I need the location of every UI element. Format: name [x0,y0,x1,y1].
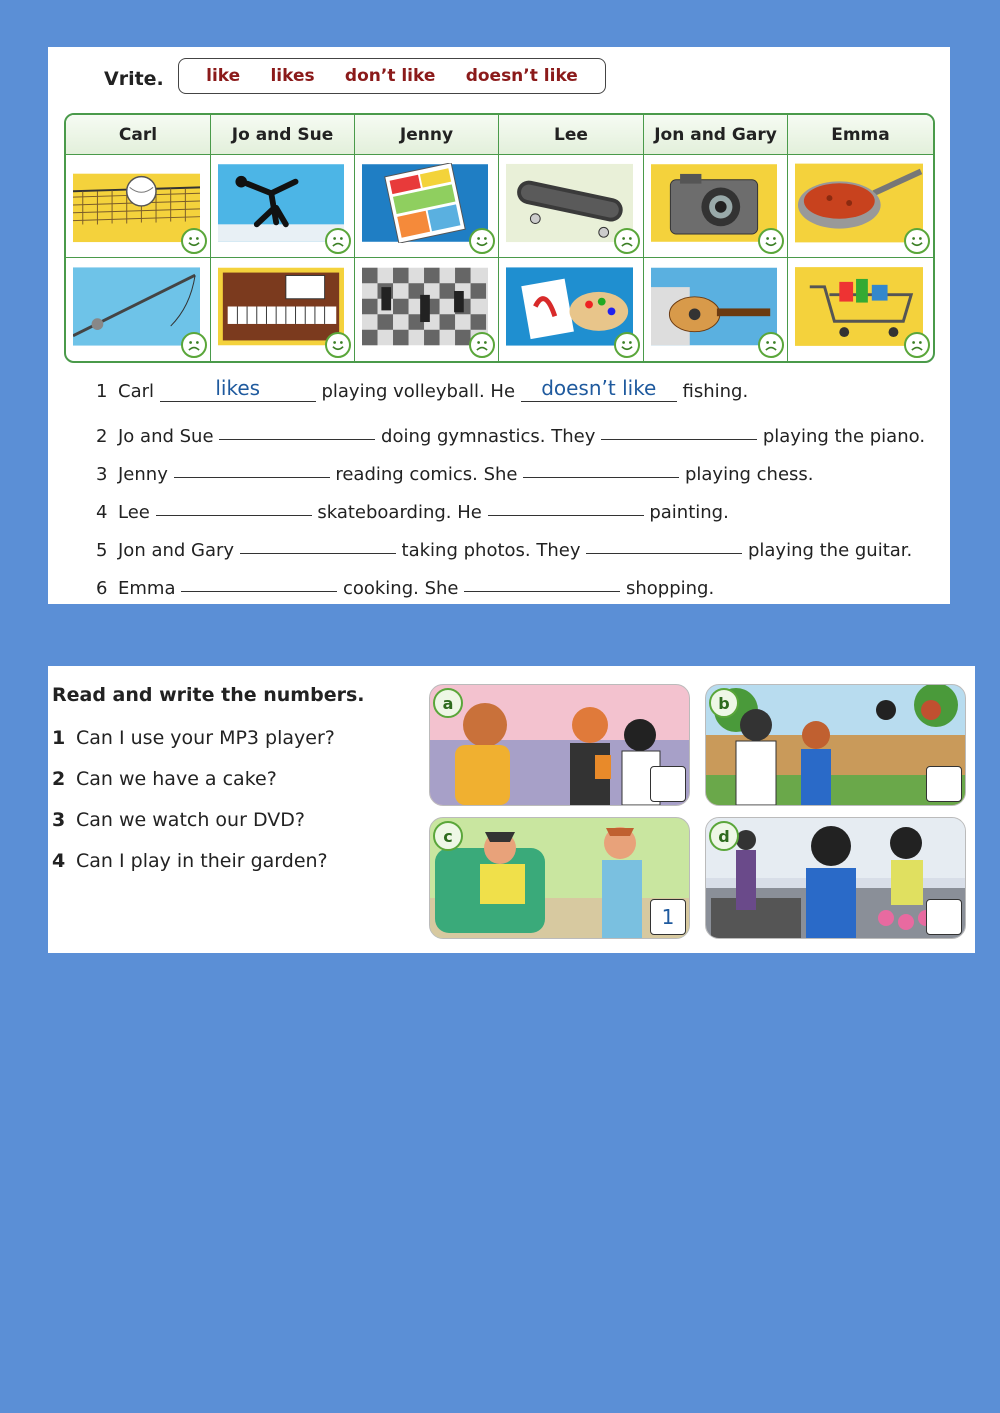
question-2 [52,768,277,790]
sentence-number: 3 [96,464,108,485]
word-bank-item: like [206,66,241,86]
piano-icon [218,266,344,347]
sentence-subject: Jo and Sue [118,426,214,447]
answer-blank[interactable]: likes [160,379,316,402]
painting-easel-icon [506,266,633,347]
happy-face-icon [469,228,495,254]
sentence-number: 5 [96,540,108,561]
sentence-subject: Emma [118,578,176,599]
sentence-6 [96,571,714,599]
question-text: Can we watch our DVD? [76,809,305,831]
sentence-end: shopping. [625,578,715,599]
exercise-2-card [48,666,975,953]
sentence-end: fishing. [682,381,749,402]
grid-cell [355,155,499,258]
activity-grid [64,113,935,363]
question-3 [52,809,305,831]
answer-blank[interactable] [156,493,312,516]
exercise-1-instruction: Vrite. [104,68,164,90]
happy-face-icon [181,228,207,254]
sentence-subject: Lee [118,502,150,523]
word-bank-item: don’t like [344,66,436,86]
question-number: 2 [52,768,66,790]
sad-face-icon [325,228,351,254]
sentence-subject: Carl [118,381,154,402]
column-header-jo-and-sue: Jo and Sue [211,115,355,155]
sad-face-icon [904,332,930,358]
column-header-jenny: Jenny [355,115,499,155]
word-bank-item: likes [270,66,315,86]
grid-cell [788,258,933,361]
scene-d [705,817,966,939]
sentence-number: 4 [96,502,108,523]
answer-blank[interactable] [464,569,620,592]
grid-cell [788,155,933,258]
question-text: Can I use your MP3 player? [76,727,335,749]
question-1 [52,727,335,749]
answer-box[interactable] [926,899,962,935]
answer-box[interactable] [926,766,962,802]
sentence-middle: skateboarding. He [317,502,482,523]
grid-cell [66,258,211,361]
scene-a [429,684,690,806]
column-header-emma: Emma [788,115,933,155]
sentence-number: 2 [96,426,108,447]
cooking-pan-icon [795,163,923,243]
grid-cell [211,155,355,258]
sentence-end: playing chess. [684,464,814,485]
grid-cell [499,258,644,361]
happy-face-icon [904,228,930,254]
sentence-3 [96,457,814,485]
grid-cell [644,258,788,361]
question-number: 3 [52,809,66,831]
column-header-lee: Lee [499,115,644,155]
answer-blank[interactable] [181,569,337,592]
guitar-icon [651,266,777,347]
scene-letter: d [709,821,739,851]
chess-icon [362,266,488,347]
sentence-subject: Jenny [118,464,168,485]
sentence-middle: doing gymnastics. They [381,426,596,447]
sentence-number: 6 [96,578,108,599]
scene-letter: c [433,821,463,851]
sentence-subject: Jon and Gary [118,540,235,561]
answer-blank[interactable]: doesn’t like [521,379,677,402]
scene-b [705,684,966,806]
answer-box[interactable]: 1 [650,899,686,935]
sentence-5 [96,533,912,561]
sentence-middle: taking photos. They [401,540,581,561]
scene-c [429,817,690,939]
answer-blank[interactable] [488,493,644,516]
question-number: 4 [52,850,66,872]
sentence-4 [96,495,729,523]
question-text: Can we have a cake? [76,768,277,790]
volleyball-net-icon [73,163,200,243]
happy-face-icon [325,332,351,358]
scene-letter: a [433,688,463,718]
exercise-1-card [48,47,950,604]
sad-face-icon [469,332,495,358]
camera-icon [651,163,777,243]
question-number: 1 [52,727,66,749]
grid-cell [644,155,788,258]
sad-face-icon [181,332,207,358]
answer-blank[interactable] [523,455,679,478]
happy-face-icon [758,228,784,254]
grid-cell [66,155,211,258]
sad-face-icon [758,332,784,358]
answer-blank[interactable] [601,417,757,440]
gymnastics-icon [218,163,344,243]
sentence-1 [96,376,749,404]
answer-box[interactable] [650,766,686,802]
sentence-number: 1 [96,381,108,402]
answer-blank[interactable] [174,455,330,478]
sentence-end: playing the guitar. [747,540,913,561]
sentence-2 [96,419,925,447]
grid-cell [499,155,644,258]
sentence-end: playing the piano. [762,426,926,447]
sentence-middle: reading comics. She [335,464,518,485]
answer-blank[interactable] [586,531,742,554]
sentence-end: painting. [649,502,729,523]
shopping-cart-icon [795,266,923,347]
word-bank [178,58,606,94]
word-bank-item: doesn’t like [465,66,578,86]
scene-letter: b [709,688,739,718]
comic-book-icon [362,163,488,243]
skateboard-icon [506,163,633,243]
question-text: Can I play in their garden? [76,850,328,872]
grid-cell [355,258,499,361]
column-header-jon-and-gary: Jon and Gary [644,115,788,155]
question-4 [52,850,328,872]
sad-face-icon [614,228,640,254]
column-header-carl: Carl [66,115,211,155]
grid-cell [211,258,355,361]
sentence-middle: playing volleyball. He [321,381,516,402]
answer-blank[interactable] [219,417,375,440]
answer-blank[interactable] [240,531,396,554]
sentence-middle: cooking. She [342,578,459,599]
exercise-2-title: Read and write the numbers. [52,684,365,706]
happy-face-icon [614,332,640,358]
fishing-rod-icon [73,266,200,347]
